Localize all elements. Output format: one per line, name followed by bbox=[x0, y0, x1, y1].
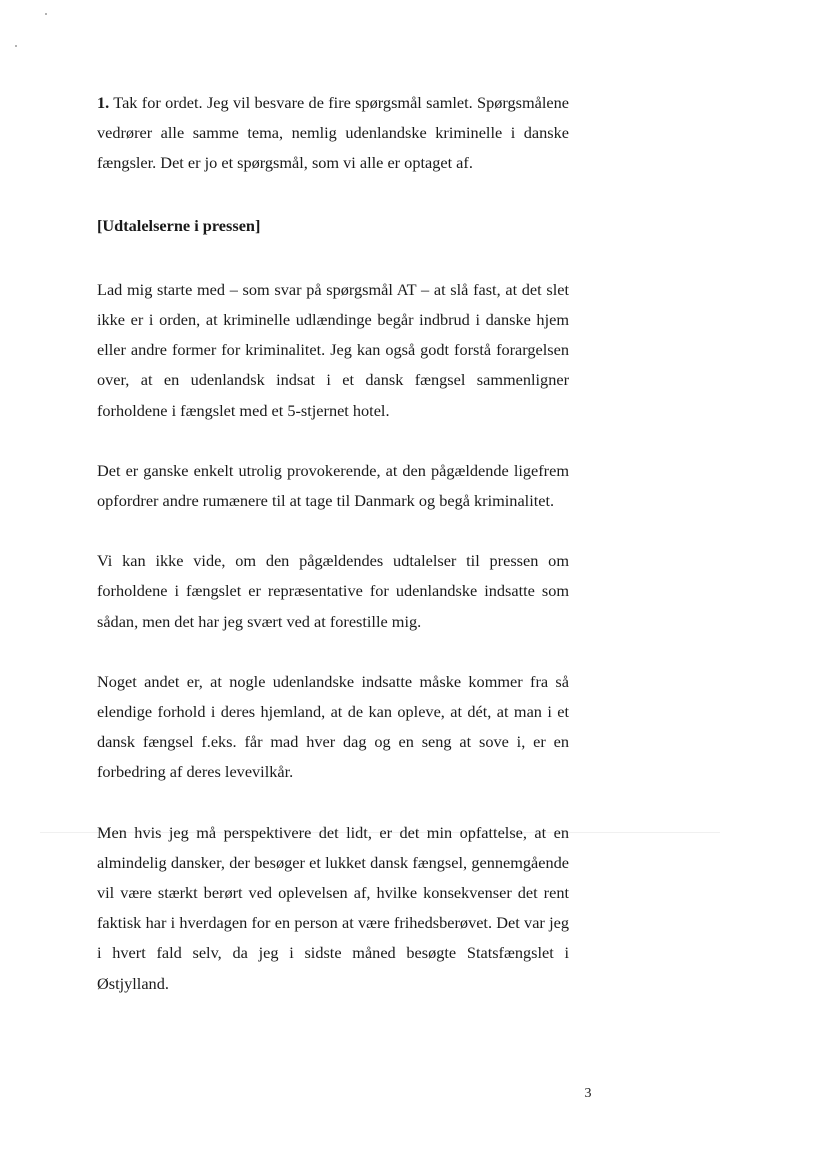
paragraph-5: Noget andet er, at nogle udenlandske indsatte måske kommer fra så elendige forhold i deres hjemland, at de kan opleve, at dét, at man i et dansk fængsel f.eks. får mad hver dag og en seng at sove i, er en forbedring af deres levevilkår. bbox=[97, 671, 569, 782]
paragraph-4: Vi kan ikke vide, om den pågældendes udtalelser til pressen om forholdene i fængslet er repræsentative for udenlandske indsatte som sådan, men det har jeg svært ved at forestille mig. bbox=[97, 551, 569, 631]
document-body bbox=[97, 88, 569, 1029]
section-heading: [Udtalelserne i pressen] bbox=[97, 215, 261, 235]
paragraph-2: Lad mig starte med – som svar på spørgsmål AT – at slå fast, at det slet ikke er i orden, at kriminelle udlændinge begår indbrud i danske hjem eller andre former for kriminalitet. Jeg kan også godt forstå forargelsen over, at en udenlandsk indsat i et dansk fængsel sammenligner forholdene i fængslet med et 5-stjernet hotel. bbox=[97, 279, 569, 420]
paragraph-text: Tak for ordet. Jeg vil besvare de fire spørgsmål samlet. Spørgsmålene vedrører alle samme tema, nemlig udenlandske kriminelle i danske fængsler. Det er jo et spørgsmål, som vi alle er optaget af. bbox=[97, 93, 570, 173]
scan-speck bbox=[15, 45, 17, 47]
paragraph-number: 1. bbox=[97, 93, 110, 112]
paragraph-1 bbox=[97, 88, 569, 179]
scan-speck bbox=[45, 13, 47, 15]
paragraph-6: Men hvis jeg må perspektivere det lidt, er det min opfattelse, at en almindelig dansker, der besøger et lukket dansk fængsel, gennemgående vil være stærkt berørt ved oplevelsen af, hvilke konsekvenser det rent faktisk har i hverdagen for en person at være frihedsberøvet. Det var jeg i hvert fald selv, da jeg i sidste måned besøgte Statsfængslet i Østjylland. bbox=[97, 822, 569, 993]
page-number: 3 bbox=[584, 1086, 592, 1101]
paragraph-3: Det er ganske enkelt utrolig provokerende, at den pågældende ligefrem opfordrer andre rumænere til at tage til Danmark og begå kriminalitet. bbox=[97, 460, 569, 511]
